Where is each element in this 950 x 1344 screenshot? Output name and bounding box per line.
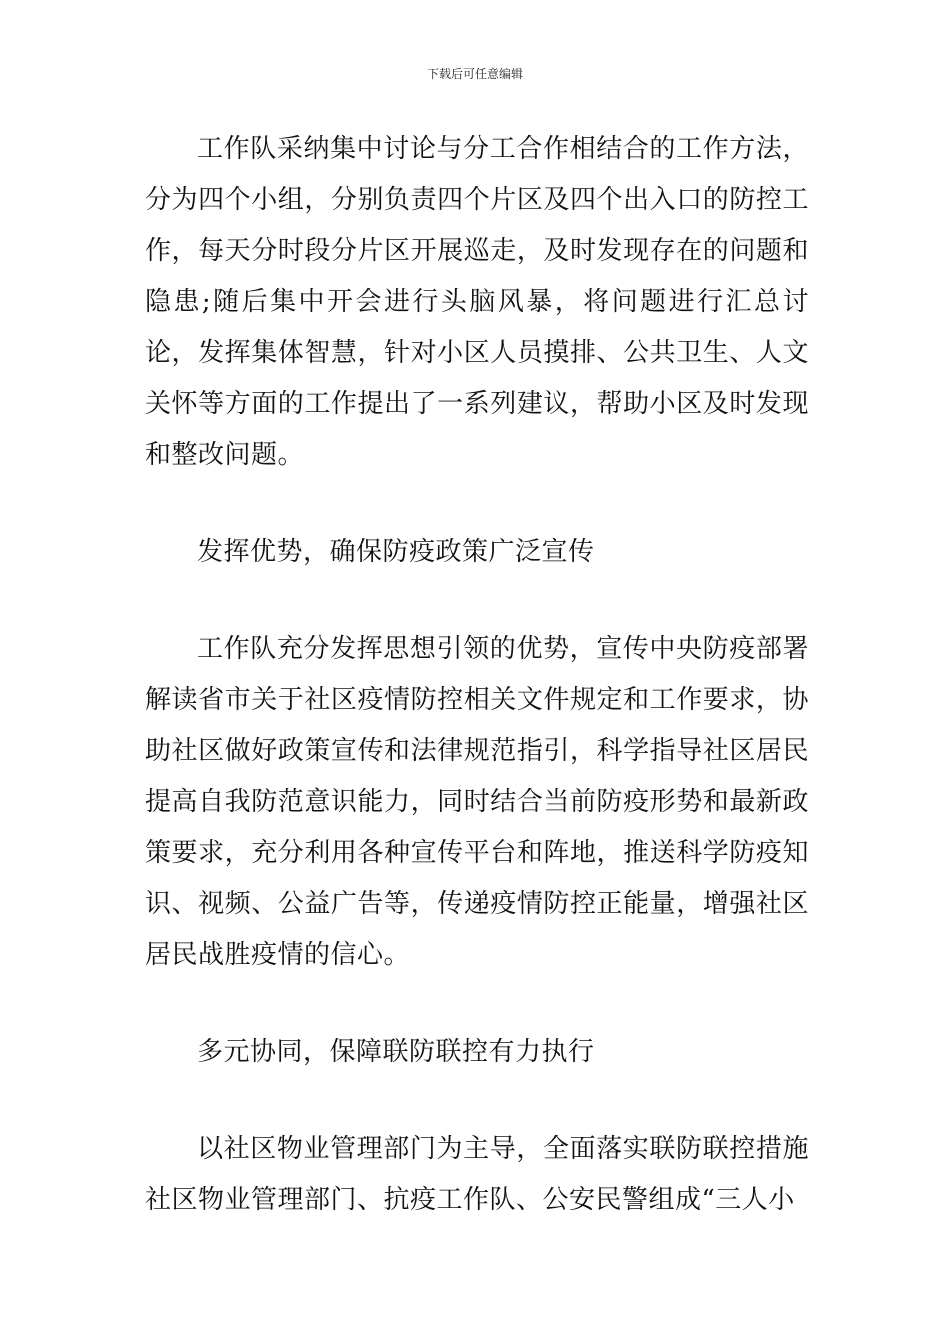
paragraph-coordination: 以社区物业管理部门为主导，全面落实联防联控措施社区物业管理部门、抗疫工作队、公安民警组成“三人小 xyxy=(145,1134,809,1215)
paragraph-work-method: 工作队采纳集中讨论与分工合作相结合的工作方法，分为四个小组，分别负责四个片区及四个出入口的防控工作，每天分时段分片区开展巡走，及时发现存在的问题和隐患;随后集中开会进行头脑风暴，将问题进行汇总讨论，发挥集体智慧，针对小区人员摸排、公共卫生、人文关怀等方面的工作提出了一系列建议，帮助小区及时发现和整改问题。 xyxy=(145,134,809,470)
document-body xyxy=(145,124,809,1226)
paragraph-spacer xyxy=(145,578,809,624)
section-heading-coordination: 多元协同，保障联防联控有力执行 xyxy=(197,1037,595,1067)
paragraph-spacer xyxy=(145,1078,809,1124)
paragraph-publicity: 工作队充分发挥思想引领的优势，宣传中央防疫部署解读省市关于社区疫情防控相关文件规定和工作要求，协助社区做好政策宣传和法律规范指引，科学指导社区居民提高自我防范意识能力，同时结合当前防疫形势和最新政策要求，充分利用各种宣传平台和阵地，推送科学防疫知识、视频、公益广告等，传递疫情防控正能量，增强社区居民战胜疫情的信心。 xyxy=(145,634,809,970)
page-header: 下载后可任意编辑 xyxy=(426,67,523,81)
paragraph-spacer xyxy=(145,981,809,1027)
paragraph-spacer xyxy=(145,481,809,527)
section-heading-publicity: 发挥优势，确保防疫政策广泛宣传 xyxy=(197,537,595,567)
